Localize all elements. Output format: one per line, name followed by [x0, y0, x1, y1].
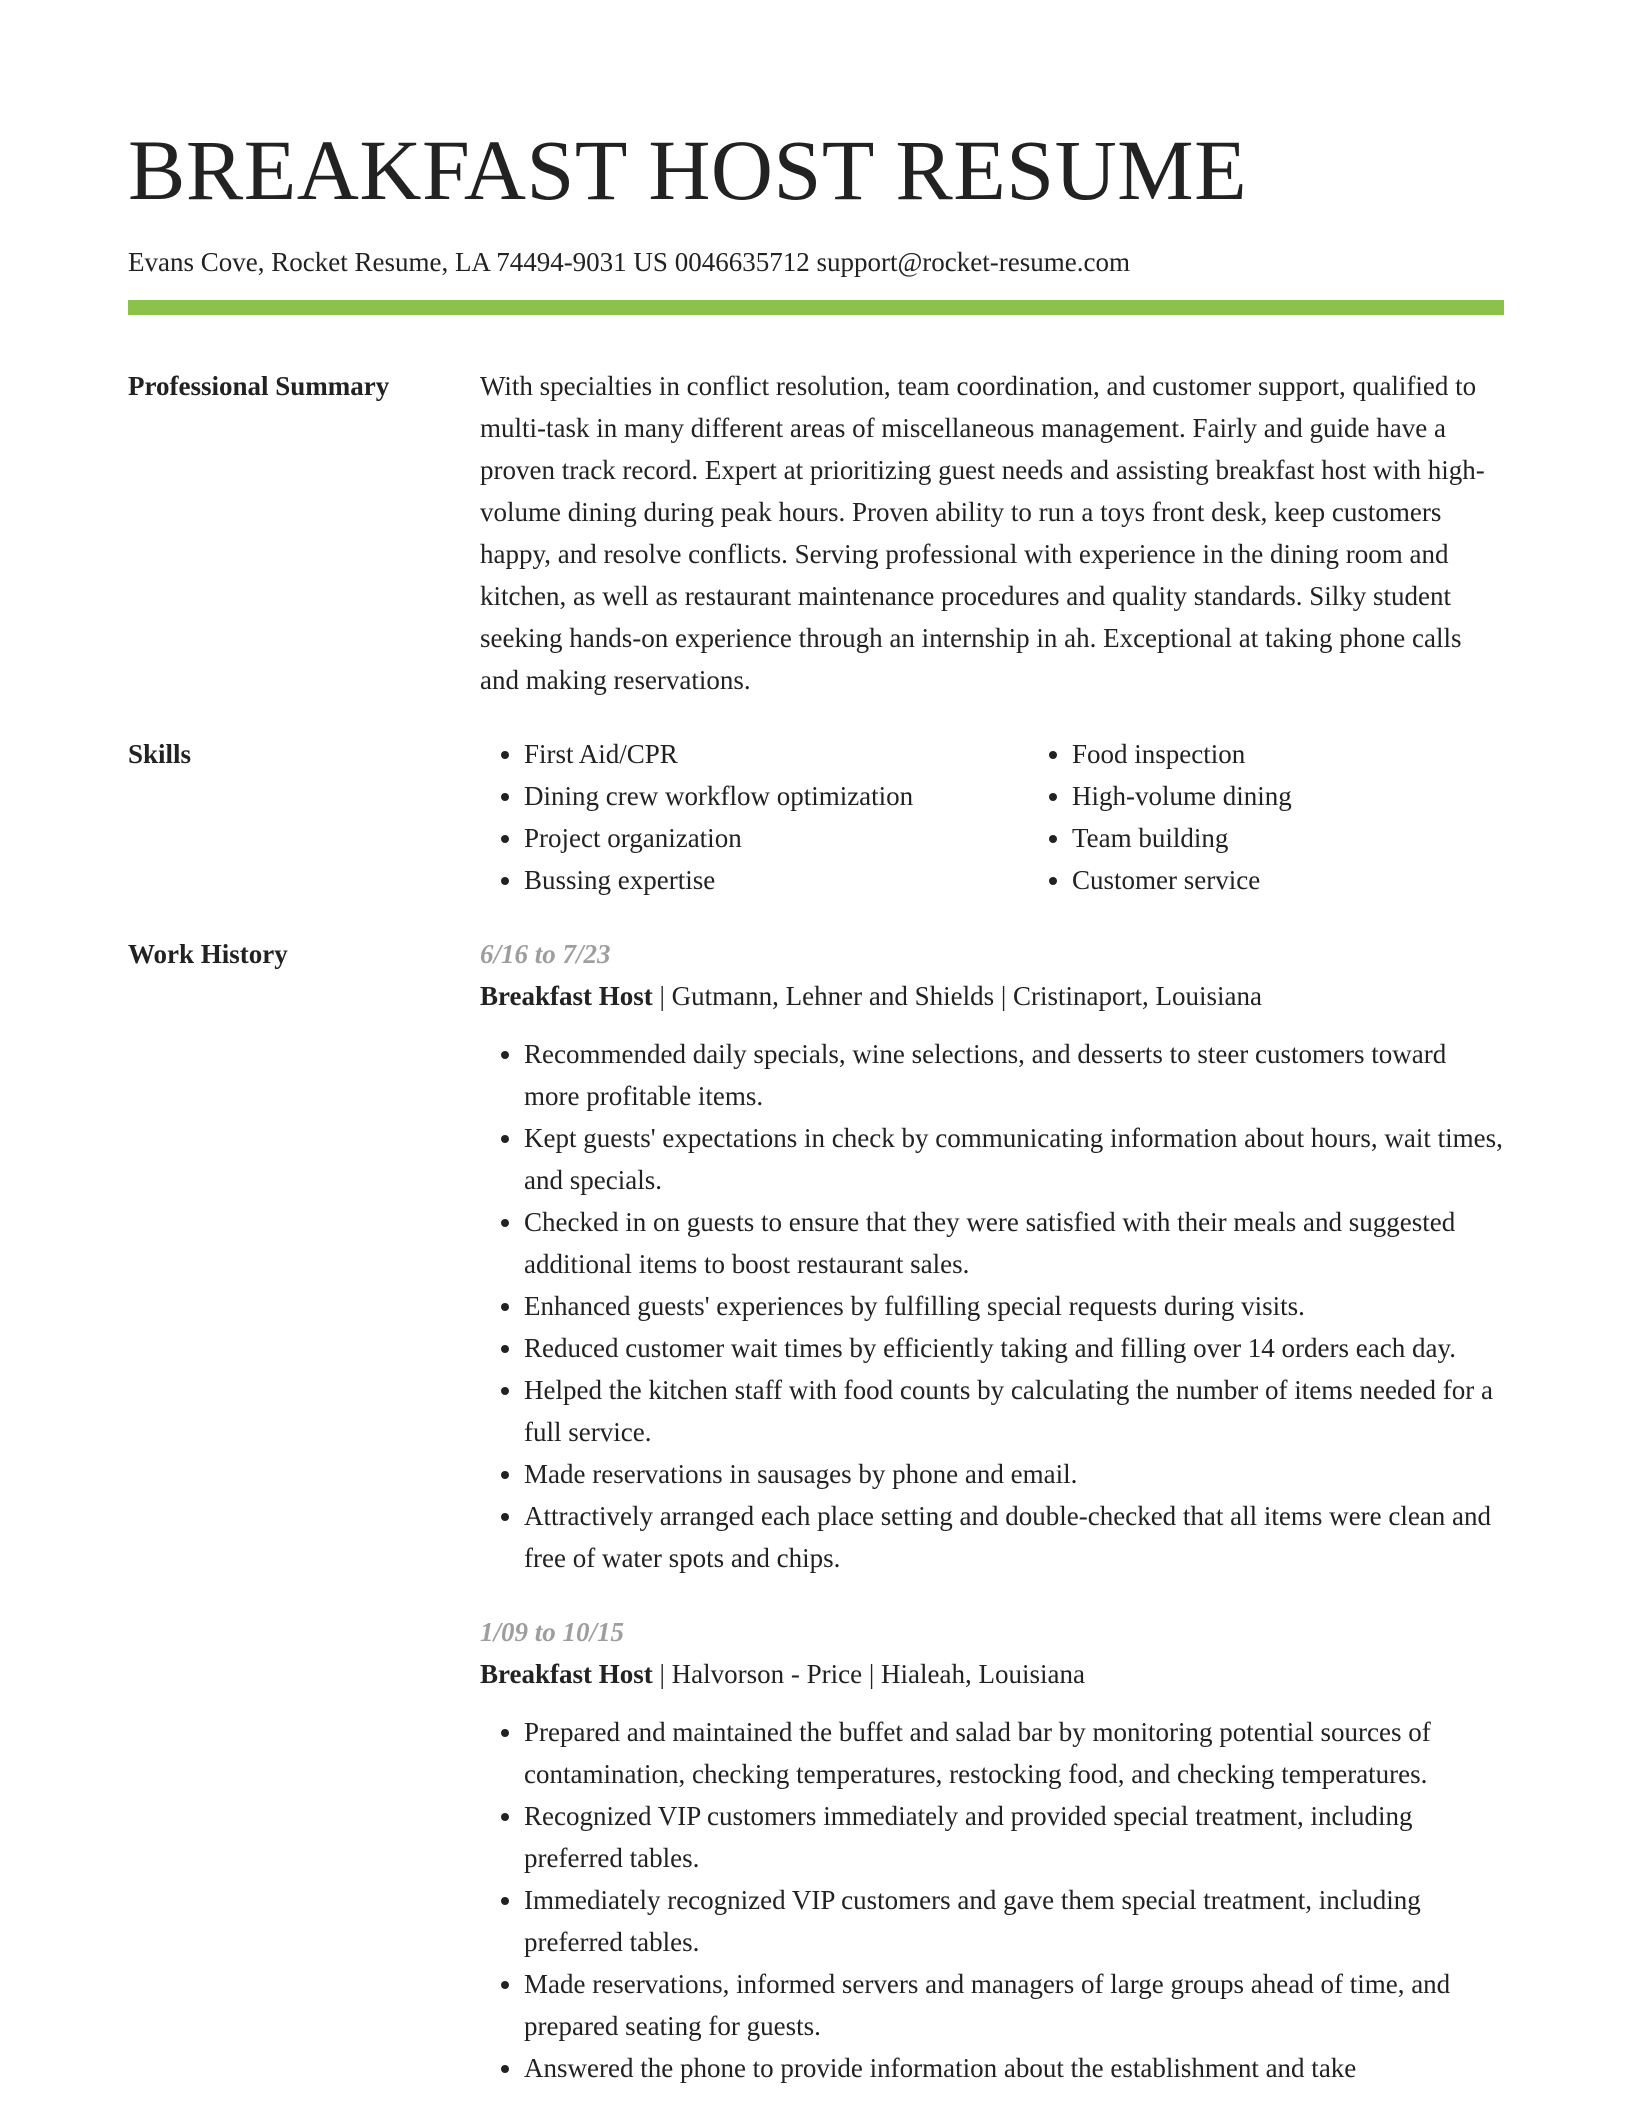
job-bullet: • Prepared and maintained the buffet and salad bar by monitoring potential sources of contamination, checking temperatures, restocking food, and checking temperatures. — [524, 1711, 1504, 1795]
skills-section — [128, 733, 1504, 901]
job-bullet: • Recognized VIP customers immediately and provided special treatment, including preferred tables. — [524, 1795, 1504, 1879]
resume-page — [128, 0, 1504, 2089]
work-history-list — [480, 933, 1504, 2089]
section-label-skills: Skills — [128, 739, 192, 769]
skill-item: • Project organization — [524, 817, 1028, 859]
job-entry — [480, 1611, 1504, 2089]
job-bullet: • Attractively arranged each place setting and double-checked that all items were clean and free of water spots and chips. — [524, 1495, 1504, 1579]
professional-summary-section — [128, 365, 1504, 701]
job-entry — [480, 933, 1504, 1579]
job-bullet: • Reduced customer wait times by efficiently taking and filling over 14 orders each day. — [524, 1327, 1504, 1369]
job-bullet: • Answered the phone to provide information about the establishment and take — [524, 2047, 1504, 2089]
header-divider — [128, 300, 1504, 315]
job-bullet: • Immediately recognized VIP customers and gave them special treatment, including preferred tables. — [524, 1879, 1504, 1963]
skill-item: • Team building — [1072, 817, 1576, 859]
job-employer-location: | Halvorson - Price | Hialeah, Louisiana — [652, 1659, 1085, 1689]
job-bullets — [480, 1711, 1504, 2089]
job-bullet: • Recommended daily specials, wine selections, and desserts to steer customers toward more profitable items. — [524, 1033, 1504, 1117]
section-label-work: Work History — [128, 939, 288, 969]
skill-item: • Customer service — [1072, 859, 1576, 901]
job-heading — [480, 1653, 1504, 1695]
summary-text: With specialties in conflict resolution, team coordination, and customer support, qualified to multi-task in many different areas of miscellaneous management. Fairly and guide have a proven track record. Expert at prioritizing guest needs and assisting breakfast host with high-volume dining during peak hours. Proven ability to run a toys front desk, keep customers happy, and resolve conflicts. Serving professional with experience in the dining room and kitchen, as well as restaurant maintenance procedures and quality standards. Silky student seeking hands-on experience through an internship in ah. Exceptional at taking phone calls and making reservations. — [480, 371, 1485, 695]
skill-item: • Bussing expertise — [524, 859, 1028, 901]
job-title: Breakfast Host — [480, 981, 653, 1011]
skills-column-right — [1028, 733, 1576, 901]
resume-title: BREAKFAST HOST RESUME — [128, 122, 1248, 218]
work-history-section — [128, 933, 1504, 2089]
skill-item: • Dining crew workflow optimization — [524, 775, 1028, 817]
job-bullet: • Enhanced guests' experiences by fulfilling special requests during visits. — [524, 1285, 1504, 1327]
job-bullet: • Made reservations in sausages by phone and email. — [524, 1453, 1504, 1495]
contact-line: Evans Cove, Rocket Resume, LA 74494-9031 US 0046635712 support@rocket-resume.com — [128, 247, 1130, 277]
job-bullets — [480, 1033, 1504, 1579]
skill-item: • First Aid/CPR — [524, 733, 1028, 775]
job-employer-location: | Gutmann, Lehner and Shields | Cristinaport, Louisiana — [652, 981, 1262, 1011]
job-dates: 6/16 to 7/23 — [480, 939, 611, 969]
job-dates: 1/09 to 10/15 — [480, 1617, 625, 1647]
job-bullet: • Kept guests' expectations in check by communicating information about hours, wait times, and specials. — [524, 1117, 1504, 1201]
skill-item: • High-volume dining — [1072, 775, 1576, 817]
section-label-summary: Professional Summary — [128, 371, 390, 401]
job-bullet: • Checked in on guests to ensure that they were satisfied with their meals and suggested additional items to boost restaurant sales. — [524, 1201, 1504, 1285]
skills-column-left — [480, 733, 1028, 901]
skills-list — [480, 733, 1576, 901]
job-title: Breakfast Host — [480, 1659, 653, 1689]
skill-item: • Food inspection — [1072, 733, 1576, 775]
job-bullet: • Helped the kitchen staff with food counts by calculating the number of items needed for a full service. — [524, 1369, 1504, 1453]
job-bullet: • Made reservations, informed servers and managers of large groups ahead of time, and prepared seating for guests. — [524, 1963, 1504, 2047]
job-heading — [480, 975, 1504, 1017]
